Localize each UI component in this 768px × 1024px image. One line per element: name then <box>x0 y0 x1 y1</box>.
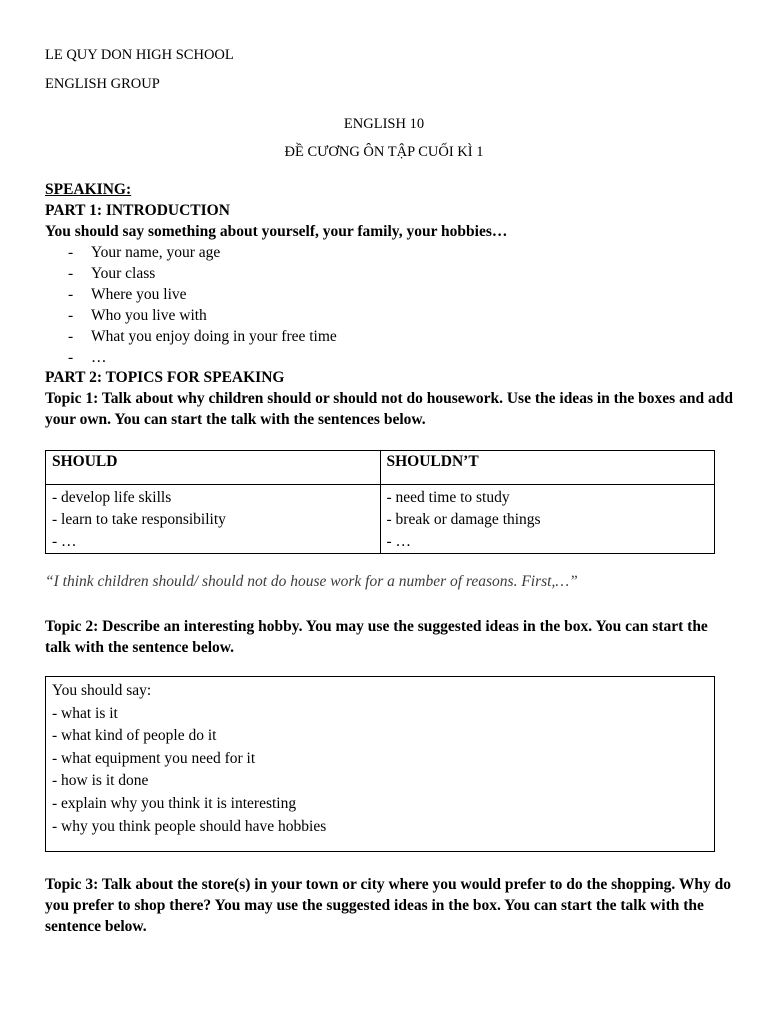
list-item: - … <box>68 349 107 366</box>
box-line: - what equipment you need for it <box>52 749 256 767</box>
should-shouldnt-table <box>45 450 715 554</box>
list-item: - Who you live with <box>68 307 207 324</box>
speaking-heading: SPEAKING: <box>45 181 132 198</box>
table-header-should: SHOULD <box>46 451 381 485</box>
subject-title: ENGLISH 10 <box>343 116 425 132</box>
topic3-prompt: Topic 3: Talk about the store(s) in your town or city where you would prefer to do the shopping. Why do you prefer to shop there? You may use the suggested ideas in the box. You can start the talk with the sentence below. <box>45 876 731 935</box>
list-item: - Your name, your age <box>68 244 221 261</box>
box-line: - what is it <box>52 704 118 722</box>
should-cell <box>46 485 381 554</box>
introduction-bullet-list <box>46 242 337 368</box>
table-cell-line: - … <box>52 533 77 550</box>
topic1-prompt: Topic 1: Talk about why children should or should not do housework. Use the ideas in the boxes and add your own. You can start the talk with the sentences below. <box>45 390 733 428</box>
school-name: LE QUY DON HIGH SCHOOL <box>45 47 234 63</box>
box-line: You should say: <box>52 682 152 699</box>
list-item: - Where you live <box>68 286 187 303</box>
table-header-shouldnt: SHOULDN’T <box>380 451 715 485</box>
document-title: ĐỀ CƯƠNG ÔN TẬP CUỐI KÌ 1 <box>284 144 484 160</box>
shouldnt-cell <box>380 485 715 554</box>
part1-prompt: You should say something about yourself, your family, your hobbies… <box>45 223 508 240</box>
table-cell-line: - need time to study <box>386 489 510 506</box>
topic2-prompt: Topic 2: Describe an interesting hobby. You may use the suggested ideas in the box. You can start the talk with the sentence below. <box>45 618 708 656</box>
part1-heading: PART 1: INTRODUCTION <box>45 202 230 219</box>
table-cell-line: - … <box>386 533 412 550</box>
topic1-starter-quote: “I think children should/ should not do house work for a number of reasons. First,…” <box>45 573 578 590</box>
topic2-ideas-box <box>45 676 715 852</box>
table-cell-line: - learn to take responsibility <box>52 511 226 528</box>
box-line: - how is it done <box>52 772 149 790</box>
table-cell-line: - develop life skills <box>52 489 172 506</box>
part2-heading: PART 2: TOPICS FOR SPEAKING <box>45 369 285 386</box>
table-cell-line: - break or damage things <box>386 511 541 528</box>
list-item: - Your class <box>68 265 156 282</box>
box-line: - explain why you think it is interesting <box>52 794 297 812</box>
box-line: - why you think people should have hobbies <box>52 817 327 835</box>
list-item: - What you enjoy doing in your free time <box>68 328 337 345</box>
box-line: - what kind of people do it <box>52 727 217 745</box>
group-name: ENGLISH GROUP <box>45 76 160 92</box>
